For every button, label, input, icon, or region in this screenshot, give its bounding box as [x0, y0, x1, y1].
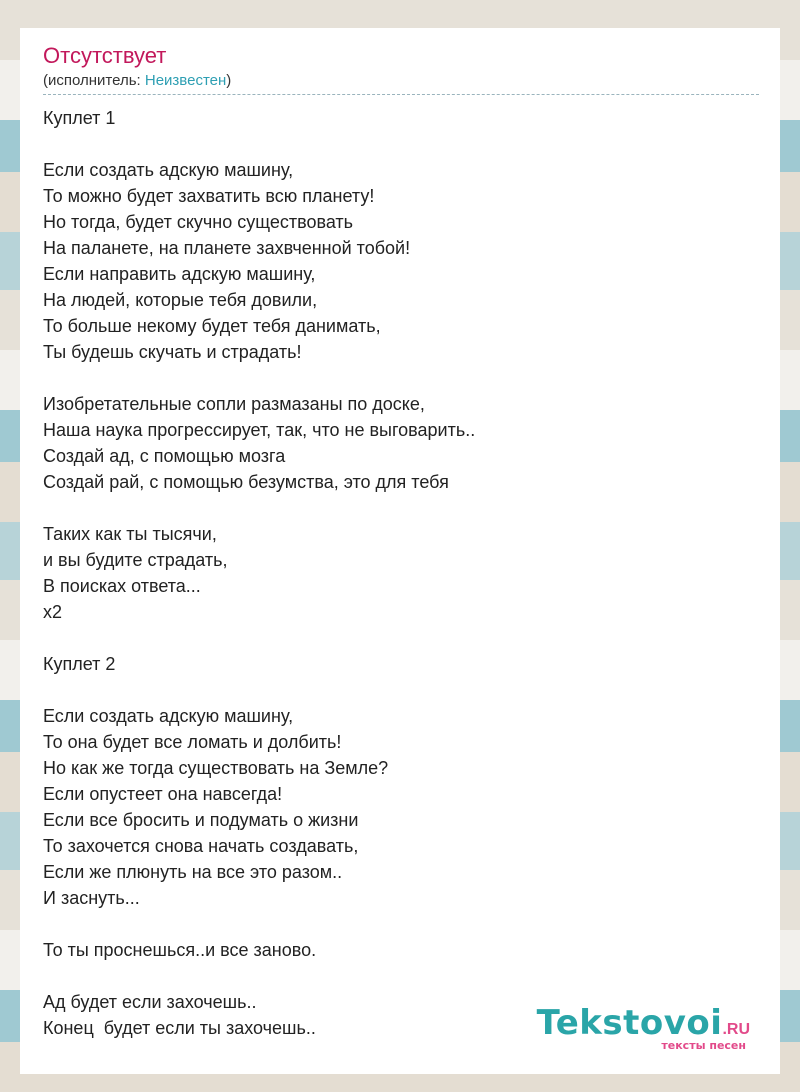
logo-tagline: тексты песен	[661, 1039, 746, 1052]
song-header	[43, 43, 759, 95]
lyric-line: Если же плюнуть на все это разом..	[43, 862, 343, 882]
lyric-line: Создай рай, с помощью безумства, это для тебя	[43, 472, 449, 492]
artist-prefix: (исполнитель:	[43, 72, 145, 89]
logo-name: Tekstovoi	[536, 1003, 723, 1043]
lyric-line: В поисках ответа...	[43, 576, 201, 596]
song-title: Отсутствует	[43, 43, 167, 68]
lyric-line: То захочется снова начать создавать,	[43, 836, 359, 856]
lyric-line: Но тогда, будет скучно существовать	[43, 212, 354, 232]
lyric-line: То она будет все ломать и долбить!	[43, 732, 342, 752]
lyric-line: Ты будешь скучать и страдать!	[43, 342, 302, 362]
lyric-line: Но как же тогда существовать на Земле?	[43, 758, 389, 778]
artist-suffix: )	[226, 72, 232, 89]
lyric-line	[43, 625, 759, 651]
lyric-line: Конец будет если ты захочешь..	[43, 1018, 316, 1038]
lyric-line	[43, 495, 759, 521]
lyric-line: На паланете, на планете захвченной тобой!	[43, 238, 411, 258]
lyric-line: Если создать адскую машину,	[43, 706, 294, 726]
lyrics-page	[20, 28, 780, 1074]
lyric-line: Изобретательные сопли размазаны по доске,	[43, 394, 425, 414]
artist-link[interactable]: Неизвестен	[144, 72, 227, 89]
lyric-line: Таких как ты тысячи,	[43, 524, 217, 544]
lyric-line: То можно будет захватить всю планету!	[43, 186, 375, 206]
lyric-line: То больше некому будет тебя данимать,	[43, 316, 381, 336]
lyric-line: И заснуть...	[43, 888, 140, 908]
lyric-line: Если создать адскую машину,	[43, 160, 294, 180]
header-divider	[43, 94, 759, 95]
lyric-line: Если все бросить и подумать о жизни	[43, 810, 359, 830]
lyric-line: На людей, которые тебя довили,	[43, 290, 318, 310]
lyric-line: Ад будет если захочешь..	[43, 992, 257, 1012]
logo-tld: .RU	[722, 1021, 750, 1038]
lyric-line	[43, 365, 759, 391]
lyric-line: Куплет 1	[43, 108, 116, 128]
lyric-line: Наша наука прогрессирует, так, что не выговарить..	[43, 420, 476, 440]
lyric-line	[43, 131, 759, 157]
site-logo[interactable]	[536, 1003, 750, 1052]
logo-wordmark	[536, 1003, 750, 1043]
lyric-line: x2	[43, 602, 63, 622]
lyric-line: и вы будите страдать,	[43, 550, 228, 570]
lyric-line	[43, 677, 759, 703]
lyric-line: Если опустеет она навсегда!	[43, 784, 283, 804]
lyric-line	[43, 963, 759, 989]
lyric-line: То ты проснешься..и все заново.	[43, 940, 317, 960]
lyric-line: Если направить адскую машину,	[43, 264, 316, 284]
lyric-line: Создай ад, с помощью мозга	[43, 446, 286, 466]
lyric-line: Куплет 2	[43, 654, 116, 674]
lyric-line	[43, 911, 759, 937]
lyrics-body	[43, 105, 759, 1041]
artist-line	[43, 71, 759, 91]
